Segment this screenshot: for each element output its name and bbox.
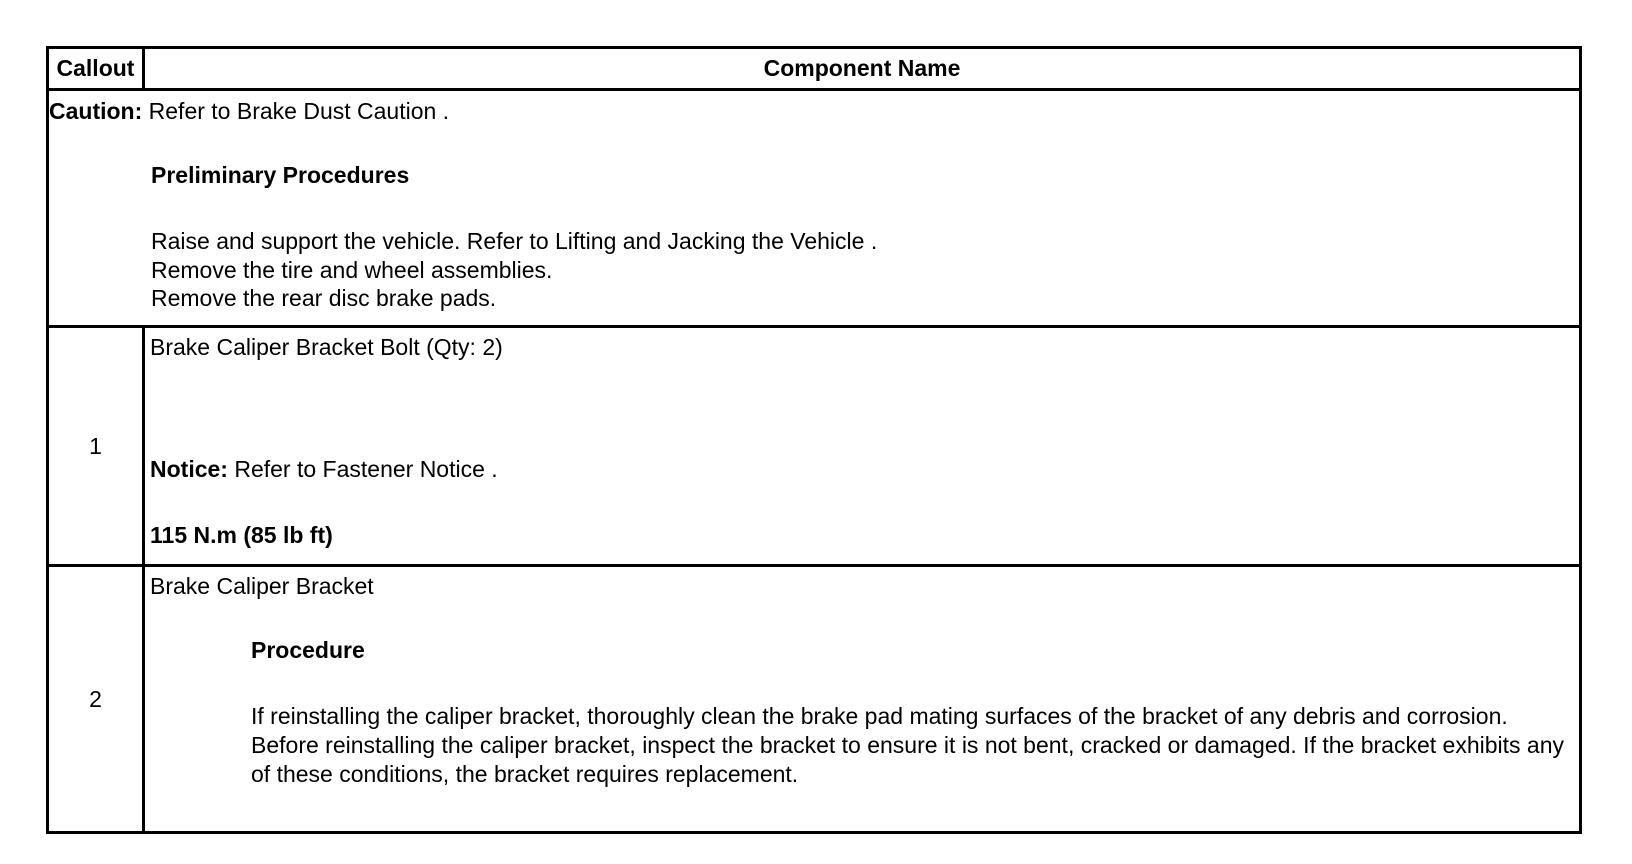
- component-name: Brake Caliper Bracket Bolt (Qty: 2): [150, 334, 503, 360]
- table-row: [48, 566, 1581, 833]
- component-cell: [144, 327, 1581, 566]
- procedure-steps-list: [150, 702, 1579, 789]
- component-cell: [144, 566, 1581, 833]
- callout-number: 2: [48, 566, 144, 833]
- caution-label: Caution:: [49, 98, 143, 124]
- caution-text: Refer to Brake Dust Caution .: [142, 98, 450, 124]
- table-row: [48, 327, 1581, 566]
- caution-cell: [48, 90, 1581, 327]
- preliminary-procedures-heading: Preliminary Procedures: [151, 162, 410, 188]
- preliminary-steps-list: [49, 227, 1579, 313]
- notice-label: Notice:: [150, 456, 228, 482]
- header-component-name: Component Name: [144, 48, 1581, 90]
- header-callout: Callout: [48, 48, 144, 90]
- component-name: Brake Caliper Bracket: [150, 573, 374, 599]
- preliminary-step: Raise and support the vehicle. Refer to Lifting and Jacking the Vehicle .: [151, 228, 878, 254]
- callout-number: 1: [48, 327, 144, 566]
- caution-line: [49, 97, 1579, 126]
- preliminary-step: Remove the rear disc brake pads.: [151, 285, 497, 311]
- component-table: [46, 46, 1582, 834]
- preliminary-step: Remove the tire and wheel assemblies.: [151, 256, 553, 283]
- notice-line: [150, 455, 1579, 484]
- table-header-row: [48, 48, 1581, 90]
- procedure-step: Before reinstalling the caliper bracket, inspect the bracket to ensure it is not bent, cracked or damaged. If the bracket exhibits any of these conditions, the bracket requires replacement.: [251, 732, 1564, 787]
- caution-row: [48, 90, 1581, 327]
- procedure-step: If reinstalling the caliper bracket, thoroughly clean the brake pad mating surfaces of the bracket of any debris and corrosion.: [251, 703, 1508, 729]
- procedure-heading: Procedure: [251, 637, 365, 663]
- notice-text: Refer to Fastener Notice .: [227, 456, 498, 482]
- torque-spec: 115 N.m (85 lb ft): [150, 522, 333, 548]
